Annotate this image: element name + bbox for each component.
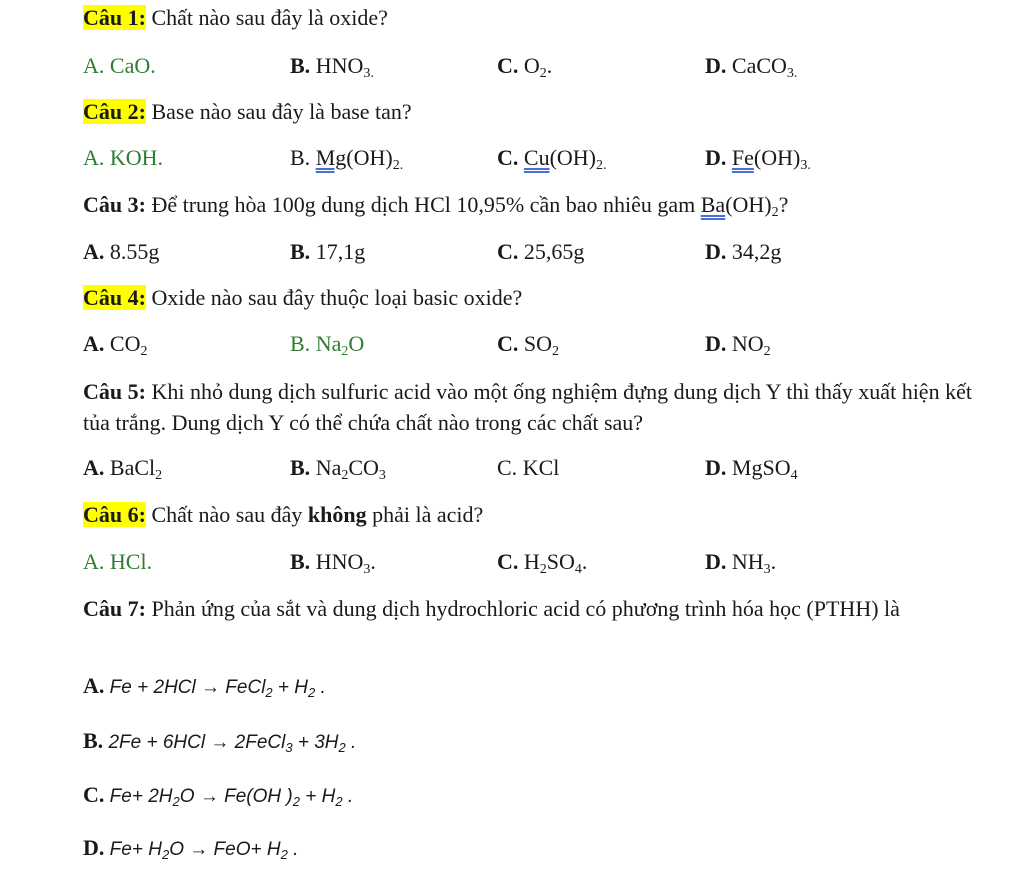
q3-option-c: C. 25,65g	[497, 239, 585, 264]
question-3-label: Câu 3:	[83, 192, 146, 217]
arrow-icon: →	[189, 839, 209, 860]
q6-option-d: D. $NH_3$.	[705, 549, 777, 577]
question-3-text: Để trung hòa 100g dung dịch HCl 10,95% cần bao nhiêu gam	[145, 192, 701, 217]
q4-option-d: D. $NO_2$	[705, 331, 771, 359]
q7-option-d: D. $Fe+ H_2O \to FeO+ H_2$ .	[83, 835, 299, 862]
question-2-text: Base nào sau đây là base tan?	[145, 99, 412, 124]
q5-option-d: D. MgSO$_4$	[705, 455, 798, 483]
arrow-icon: →	[210, 732, 230, 753]
q1-option-b: B. $HNO_{3.}$	[290, 53, 374, 81]
q7-option-b: B. 2Fe + 6HCl → 2FeCl$_3$ + $3H_2$ .	[83, 728, 357, 755]
q6-option-c: C. $H_2SO_4$.	[497, 549, 588, 577]
q4-option-b: B. $Na_2O$	[290, 331, 365, 359]
arrow-icon: →	[201, 677, 221, 698]
q2-option-a: A. KOH.	[83, 145, 164, 170]
question-1	[83, 4, 388, 32]
q3-option-a: A. 8.55g	[83, 239, 160, 264]
question-4-label: Câu 4:	[83, 285, 146, 310]
q3-option-b: B. 17,1g	[290, 239, 366, 264]
q6-option-b: B. $HNO_3$.	[290, 549, 376, 577]
arrow-icon: →	[199, 786, 219, 807]
q4-option-a: A. $CO_2$	[83, 331, 148, 359]
q7-option-c: C. $Fe+ 2H_2O \to Fe(OH$ )$_2 + H_2$ .	[83, 782, 354, 809]
q6-option-a: A. HCl.	[83, 549, 153, 574]
question-2	[83, 98, 412, 126]
question-6-emphasis: không	[307, 502, 367, 527]
question-1-text: Chất nào sau đây là oxide?	[145, 5, 388, 30]
q2-option-c: C. $Cu(OH)_{2.}$	[497, 145, 607, 173]
question-6: Câu 6: Chất nào sau đây không phải là acid?	[83, 502, 484, 527]
question-6-label: Câu 6:	[83, 502, 146, 527]
q1-option-d: D. CaCO$_{3.}$	[705, 53, 798, 81]
q5-option-b: B. $Na_2CO_3$	[290, 455, 386, 483]
question-7-text: Phản ứng của sắt và dung dịch hydrochloric acid có phương trình hóa học (PTHH) là	[145, 596, 900, 621]
q2-option-b: B. $Mg(OH)_{2.}$	[290, 145, 404, 173]
question-5	[83, 376, 993, 438]
q5-option-a: A. BaCl$_2$	[83, 455, 163, 483]
question-5-text: Khi nhỏ dung dịch sulfuric acid vào một ống nghiệm đựng dung dịch Y thì thấy xuất hiện kết tủa trắng. Dung dịch Y có thể chứa chất nào trong các chất sau?	[83, 379, 972, 435]
q7-option-a: A. Fe + 2HCl → FeCl$_2$ + $H_2$ .	[83, 673, 326, 700]
q3-option-d: D. 34,2g	[705, 239, 782, 264]
question-1-label: Câu 1:	[83, 5, 146, 30]
q1-option-c: C. $O_2$.	[497, 53, 553, 81]
q5-option-c: C. KCl	[497, 455, 560, 480]
q4-option-c: C. $SO_2$	[497, 331, 560, 359]
question-5-label: Câu 5:	[83, 379, 146, 404]
question-4-text: Oxide nào sau đây thuộc loại basic oxide?	[145, 285, 523, 310]
question-4	[83, 284, 522, 312]
question-7	[83, 593, 993, 624]
q2-option-d: D. $Fe(OH)_{3.}$	[705, 145, 811, 173]
question-2-label: Câu 2:	[83, 99, 146, 124]
question-7-label: Câu 7:	[83, 596, 146, 621]
question-3: Câu 3: Để trung hòa 100g dung dịch HCl 10,95% cần bao nhiêu gam $Ba(OH)_2$?	[83, 192, 789, 220]
q1-option-a: A. CaO.	[83, 53, 156, 78]
